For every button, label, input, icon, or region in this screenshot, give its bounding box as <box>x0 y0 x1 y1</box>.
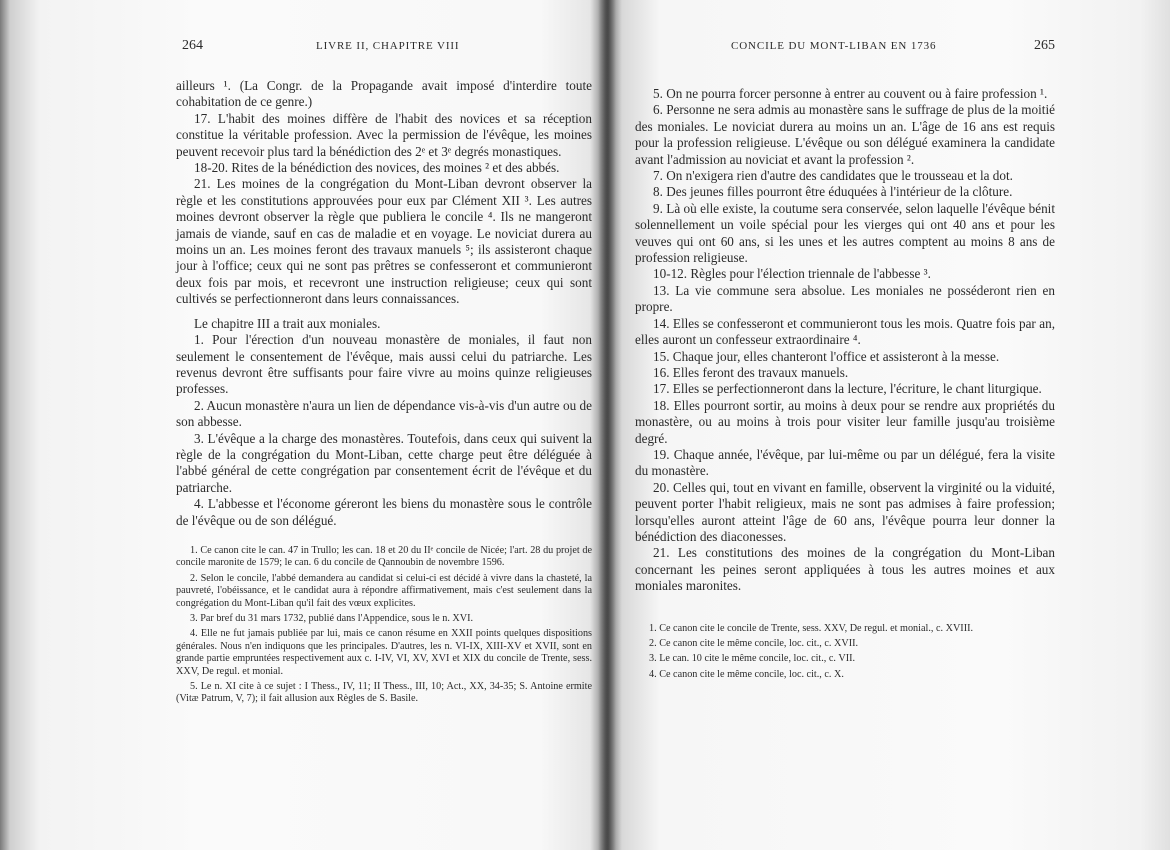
paragraph: 19. Chaque année, l'évêque, par lui-même ou par un délégué, fera la visite du monastère. <box>635 446 1055 479</box>
paragraph: 1. Pour l'érection d'un nouveau monastère de moniales, il faut non seulement le consentement de l'évêque, mais aussi celui du patriarche. Les revenus devront être suffisants pour faire vivre au moins quinze religieuses professes. <box>176 332 592 397</box>
left-running-title: LIVRE II, CHAPITRE VIII <box>316 40 460 52</box>
paragraph: 4. L'abbesse et l'économe géreront les biens du monastère sous le contrôle de l'évêque ou de son délégué. <box>176 496 592 528</box>
paragraph: 5. On ne pourra forcer personne à entrer au couvent ou à faire profession ¹. <box>653 86 1048 101</box>
book-gutter <box>598 0 616 850</box>
footnote: 2. Ce canon cite le même concile, loc. cit., c. XVII. <box>649 638 859 649</box>
paragraph: 15. Chaque jour, elles chanteront l'office et assisteront à la messe. <box>653 348 1000 364</box>
paragraph: 21. Les constitutions des moines de la congrégation du Mont-Liban concernant les peines seront appliquées à tous les autres moines et aux moniales maronites. <box>635 545 1055 594</box>
paragraph: 2. Aucun monastère n'aura un lien de dépendance vis-à-vis d'un autre ou de son abbesse. <box>176 397 592 430</box>
left-footnotes <box>176 545 592 706</box>
paragraph: 13. La vie commune sera absolue. Les moniales ne posséderont rien en propre. <box>635 282 1055 315</box>
paragraph: 10-12. Règles pour l'élection triennale de l'abbesse ³. <box>653 266 931 282</box>
left-page-number: 264 <box>182 38 203 53</box>
paragraph: 18. Elles pourront sortir, au moins à deux pour se rendre aux propriétés du monastère, ou au moins à trois pour visiter leur famille jusqu'au troisième degré. <box>635 397 1055 446</box>
right-body-text <box>635 86 1055 595</box>
paragraph: 16. Elles feront des travaux manuels. <box>653 364 849 380</box>
paragraph: 21. Les moines de la congrégation du Mont-Liban devront observer la règle et les constitutions approuvées pour eux par Clément XII ³. Les autres moines devront observer la règle que publiera le concile ⁴. Ils ne mangeront jamais de viande, sauf en cas de maladie et en voyage. Le noviciat durera au moins un an. Les moines feront des travaux manuels ⁵; ils assisteront chaque jour à l'office; ceux qui ne sont pas prêtres se confesseront et communieront deux fois par mois, et recevront une instruction religieuse; ceux qui sont cultivés se perfectionneront dans leurs connaissances. <box>176 176 592 307</box>
left-body-text <box>176 78 592 529</box>
paragraph: 6. Personne ne sera admis au monastère sans le suffrage de plus de la moitié des moniales. Le noviciat durera au moins un an. L'âge de 16 ans est requis pour la profession religieuse. L'évêque ou son délégué examinera la candidate avant l'admission au noviciat et avant la profession ². <box>635 102 1055 167</box>
right-page <box>635 38 1055 684</box>
paragraph: 18-20. Rites de la bénédiction des novices, des moines ² et des abbés. <box>194 160 560 176</box>
paragraph: 14. Elles se confesseront et communieront tous les mois. Quatre fois par an, elles auront un confesseur extraordinaire ⁴. <box>635 315 1055 348</box>
footnote: 3. Par bref du 31 mars 1732, publié dans l'Appendice, sous le n. XVI. <box>190 613 474 624</box>
footnote: 1. Ce canon cite le concile de Trente, sess. XXV, De regul. et monial., c. XVIII. <box>649 622 974 634</box>
footnote: 5. Le n. XI cite à ce sujet : I Thess., IV, 11; II Thess., III, 10; Act., XX, 34-35; S. Antoine ermite (Vitæ Patrum, V, 7); il fait allusion aux Règles de S. Basile. <box>176 681 592 705</box>
paragraph: 9. Là où elle existe, la coutume sera conservée, selon laquelle l'évêque bénit solennellement un voile spécial pour les vierges qui ont 40 ans et pour les veuves qui ont 60 ans, si les unes et les autres comptent au moins 8 ans de profession religieuse. <box>635 200 1055 266</box>
paragraph: 17. Elles se perfectionneront dans la lecture, l'écriture, le chant liturgique. <box>653 381 1042 397</box>
right-page-number: 265 <box>1034 38 1055 53</box>
footnote: 1. Ce canon cite le can. 47 in Trullo; les can. 18 et 20 du IIᵉ concile de Nicée; l'art. 28 du projet de concile maronite de 1579; le can. 6 du concile de Qannoubin de novembre 1596. <box>176 544 592 569</box>
right-running-title: CONCILE DU MONT-LIBAN EN 1736 <box>731 40 937 52</box>
paragraph: ailleurs ¹. (La Congr. de la Propagande avait imposé d'interdire toute cohabitation de ce genre.) <box>176 78 592 110</box>
paragraph: 17. L'habit des moines diffère de l'habit des novices et sa réception constitue la véritable profession. Avec la permission de l'évêque, les moines peuvent recevoir plus tard la bénédiction des 2ᵉ et 3ᵉ degrés monastiques. <box>176 110 592 159</box>
paragraph: 7. On n'exigera rien d'autre des candidates que le trousseau et la dot. <box>653 168 1013 184</box>
paragraph: 3. L'évêque a la charge des monastères. Toutefois, dans ceux qui suivent la règle de la congrégation du Mont-Liban, cette charge peut être déléguée à l'abbé général de cette congrégation par consentement écrit de l'évêque et du patriarche. <box>176 430 592 495</box>
footnote: 3. Le can. 10 cite le même concile, loc. cit., c. VII. <box>649 653 856 665</box>
paragraph: 8. Des jeunes filles pourront être éduquées à l'intérieur de la clôture. <box>653 184 1013 200</box>
footnote: 2. Selon le concile, l'abbé demandera au candidat si celui-ci est décidé à vivre dans la chasteté, la pauvreté, l'obéissance, et le candidat aura à répondre affirmativement, mais c'est seulement dans la congrégation du Mont-Liban qu'il fait des vœux explicites. <box>176 572 592 609</box>
left-running-head <box>176 38 592 58</box>
paragraph: Le chapitre III a trait aux moniales. <box>194 315 381 331</box>
right-footnotes <box>635 623 1055 682</box>
left-page <box>176 38 592 709</box>
footnote: 4. Elle ne fut jamais publiée par lui, mais ce canon résume en XXII points quelques dispositions générales. Nous n'en indiquons que les principales. D'autres, les n. VI-IX, XIII-XV et XVII, sont en grande partie empruntées respectivement aux c. I-IV, VI, XV, XVI et XIX du concile de Trente, sess. XXV, De regul. et monial. <box>176 628 592 677</box>
right-running-head <box>635 38 1055 58</box>
paragraph: 20. Celles qui, tout en vivant en famille, observent la virginité ou la viduité, peuvent porter l'habit religieux, mais ne sont pas admises à faire profession; lorsqu'elles auront atteint l'âge de 60 ans, l'évêque pourra leur donner la bénédiction des diaconesses. <box>635 479 1055 544</box>
footnote: 4. Ce canon cite le même concile, loc. cit., c. X. <box>649 668 844 680</box>
